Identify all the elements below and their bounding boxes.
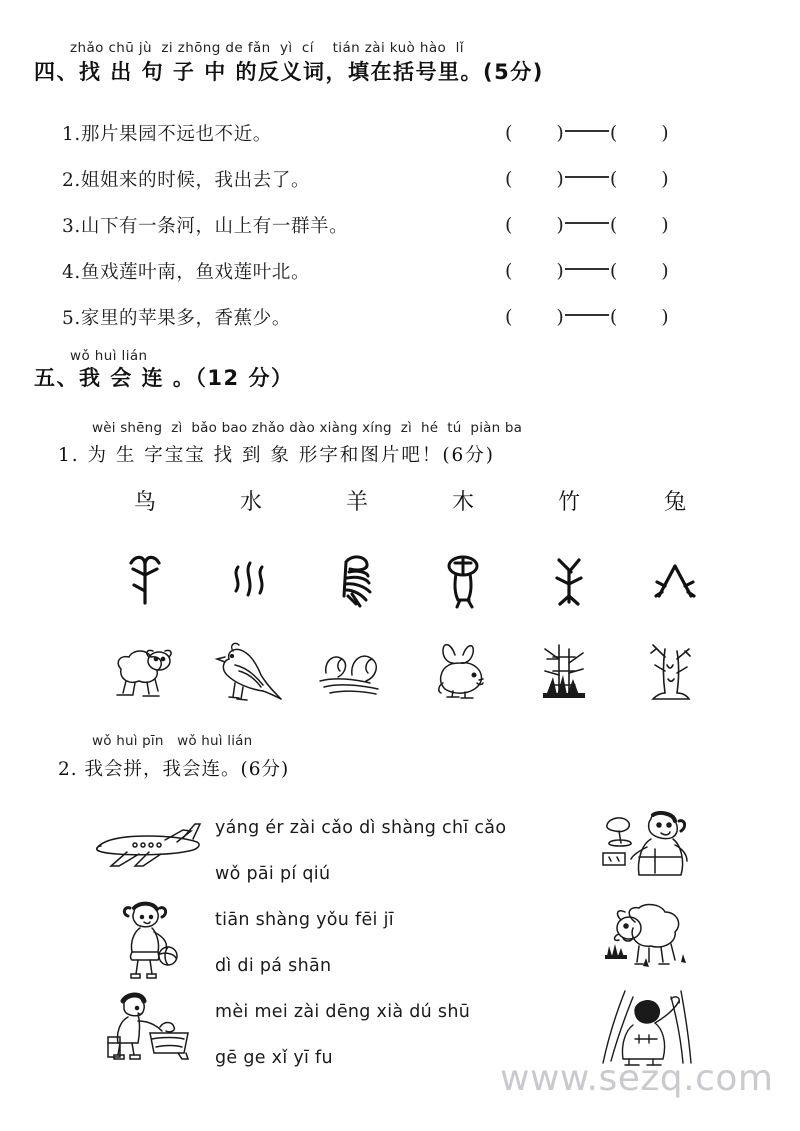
table-row [0, 202, 800, 248]
section-four-question-list [0, 110, 800, 340]
right-paren-open: ( [609, 214, 618, 236]
character-cell[interactable]: 鸟 [133, 490, 156, 515]
table-row [0, 110, 800, 156]
section-five-pinyin: wǒ huì lián [70, 348, 148, 364]
answer-blank-pair [505, 260, 669, 282]
picture-row [96, 635, 716, 707]
question-number: 4. [62, 262, 81, 283]
oracle-sheep-glyph[interactable] [322, 548, 392, 614]
connector-dash [565, 130, 609, 132]
pinyin-sentence[interactable]: yáng ér zài cǎo dì shàng chī cǎo [215, 818, 507, 838]
section-four-title: 四、找 出 句 子 中 的反义词，填在括号里。(5分) [34, 60, 544, 84]
right-paren-close: ) [661, 214, 669, 236]
table-row [0, 156, 800, 202]
left-paren-open: ( [505, 306, 513, 328]
pinyin-sentence[interactable]: wǒ pāi pí qiú [215, 864, 331, 884]
left-paren-open: ( [505, 168, 513, 190]
left-picture-column [84, 805, 208, 1069]
girl-with-ball-picture[interactable] [84, 893, 208, 981]
oracle-bird-glyph[interactable] [110, 548, 180, 614]
sentence-column [215, 805, 565, 1081]
section-four-pinyin: zhǎo chū jù zi zhōng de fǎn yì cí tián zài kuò hào lǐ [70, 40, 464, 56]
matching-exercise [0, 805, 800, 1080]
table-row [0, 294, 800, 340]
water-picture[interactable] [307, 635, 399, 707]
left-paren-close: ) [556, 122, 564, 144]
question-sentence: 那片果园不远也不近。 [80, 124, 272, 145]
character-cell[interactable]: 水 [239, 490, 262, 515]
answer-blank-pair [505, 306, 669, 328]
oracle-tree-glyph[interactable] [640, 548, 710, 614]
answer-blank-pair [505, 214, 669, 236]
subsection-one-title: 1. 为 生 字宝宝 找 到 象 形字和图片吧！(6分) [58, 445, 496, 466]
airplane-picture[interactable] [84, 805, 208, 893]
question-number: 2. [62, 170, 81, 191]
left-paren-open: ( [505, 214, 513, 236]
pictograph-row [110, 548, 710, 614]
right-picture-column [582, 805, 712, 1069]
character-cell[interactable]: 羊 [345, 490, 368, 515]
question-number: 5. [62, 308, 81, 329]
question-sentence: 家里的苹果多，香蕉少。 [80, 308, 291, 329]
answer-blank-pair [505, 122, 669, 144]
character-cell[interactable]: 竹 [557, 490, 580, 515]
right-paren-close: ) [661, 306, 669, 328]
question-text [62, 304, 291, 330]
sheep-eating-grass-picture[interactable] [582, 893, 712, 981]
subsection-two-title: 2. 我会拼，我会连。(6分) [58, 759, 290, 780]
question-number: 3. [62, 216, 81, 237]
question-text [62, 258, 310, 284]
right-paren-close: ) [661, 168, 669, 190]
connector-dash [565, 268, 609, 270]
answer-blank-pair [505, 168, 669, 190]
pinyin-sentence[interactable]: tiān shàng yǒu fēi jī [215, 910, 394, 930]
connector-dash [565, 176, 609, 178]
sheep-picture[interactable] [96, 635, 188, 707]
question-text [62, 166, 310, 192]
site-watermark: www.sezq.com [500, 1058, 774, 1099]
question-number: 1. [62, 124, 81, 145]
right-paren-open: ( [609, 260, 618, 282]
rabbit-picture[interactable] [413, 635, 505, 707]
oracle-rabbit-glyph[interactable] [428, 548, 498, 614]
table-row [0, 248, 800, 294]
character-cell[interactable]: 兔 [663, 490, 686, 515]
character-row [110, 485, 710, 516]
boy-climbing-mountain-picture[interactable] [582, 981, 712, 1069]
pinyin-sentence[interactable]: dì di pá shān [215, 956, 332, 976]
right-paren-open: ( [609, 306, 618, 328]
subsection-two-pinyin: wǒ huì pīn wǒ huì lián [92, 733, 253, 749]
connector-dash [565, 222, 609, 224]
bird-picture[interactable] [202, 635, 294, 707]
bamboo-picture[interactable] [518, 635, 610, 707]
question-text [62, 212, 348, 238]
section-five-title: 五、我 会 连 。（12 分） [34, 366, 294, 390]
oracle-water-glyph[interactable] [216, 548, 286, 614]
question-sentence: 鱼戏莲叶南，鱼戏莲叶北。 [80, 262, 311, 283]
tree-picture[interactable] [624, 635, 716, 707]
left-paren-close: ) [556, 168, 564, 190]
connector-dash [565, 314, 609, 316]
boy-washing-clothes-picture[interactable] [84, 981, 208, 1069]
left-paren-close: ) [556, 214, 564, 236]
left-paren-open: ( [505, 260, 513, 282]
question-sentence: 山下有一条河，山上有一群羊。 [80, 216, 349, 237]
girl-reading-under-lamp-picture[interactable] [582, 805, 712, 893]
question-text [62, 120, 272, 146]
right-paren-close: ) [661, 260, 669, 282]
pinyin-sentence[interactable]: gē ge xǐ yī fu [215, 1048, 333, 1068]
left-paren-open: ( [505, 122, 513, 144]
right-paren-open: ( [609, 168, 618, 190]
left-paren-close: ) [556, 260, 564, 282]
question-sentence: 姐姐来的时候，我出去了。 [80, 170, 311, 191]
pinyin-sentence[interactable]: mèi mei zài dēng xià dú shū [215, 1002, 471, 1022]
right-paren-open: ( [609, 122, 618, 144]
right-paren-close: ) [661, 122, 669, 144]
oracle-bamboo-glyph[interactable] [534, 548, 604, 614]
subsection-one-pinyin: wèi shēng zì bǎo bao zhǎo dào xiàng xíng zì hé tú piàn ba [92, 420, 523, 436]
left-paren-close: ) [556, 306, 564, 328]
character-cell[interactable]: 木 [451, 490, 474, 515]
